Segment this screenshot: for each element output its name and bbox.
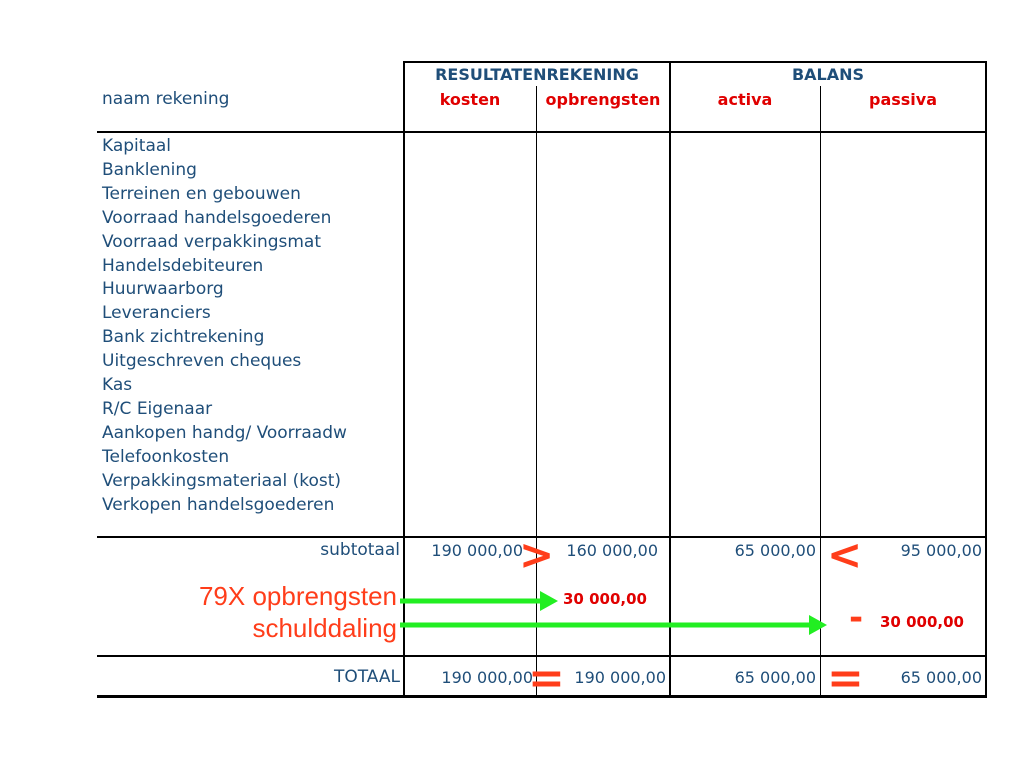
schulddaling-value: 30 000,00 — [880, 613, 964, 631]
opbrengsten-arrow — [400, 591, 558, 611]
account-name: Telefoonkosten — [102, 446, 230, 467]
subtotaal-kosten: 190 000,00 — [431, 541, 523, 560]
subtotaal-label: subtotaal — [320, 540, 400, 560]
account-name: Kapitaal — [102, 136, 172, 156]
kosten-header: kosten — [439, 90, 501, 109]
account-name: Banklening — [102, 159, 197, 180]
schulddaling-arrow-head — [809, 615, 827, 635]
equals-symbol-result: = — [528, 653, 565, 704]
totaal-kosten: 190 000,00 — [441, 668, 533, 687]
opbrengsten-arrow-head — [540, 591, 558, 611]
schulddaling-label: schulddaling — [252, 613, 397, 643]
account-name: Huurwaarborg — [102, 279, 224, 300]
resultatenrekening-header: RESULTATENREKENING — [435, 65, 639, 84]
opbrengsten-adjustment-label: 79X opbrengsten — [198, 581, 397, 611]
subtotaal-activa: 65 000,00 — [734, 541, 816, 560]
account-name: Uitgeschreven cheques — [102, 351, 302, 372]
totaal-passiva: 65 000,00 — [900, 668, 982, 687]
account-name: Bank zichtrekening — [102, 327, 265, 348]
totaal-opbrengsten: 190 000,00 — [574, 668, 666, 687]
account-name: Verpakkingsmateriaal (kost) — [102, 470, 342, 491]
balans-header: BALANS — [791, 65, 865, 84]
account-name: Leveranciers — [102, 303, 211, 324]
totaal-activa: 65 000,00 — [734, 668, 816, 687]
equals-symbol-balans: = — [827, 653, 864, 704]
naam-rekening-header: naam rekening — [102, 89, 230, 109]
account-name: Voorraad handelsgoederen — [102, 207, 332, 228]
schulddaling-arrow — [400, 615, 827, 635]
less-than-symbol: < — [827, 530, 863, 579]
account-name: Handelsdebiteuren — [102, 255, 264, 276]
account-name: Aankopen handg/ Voorraadw — [102, 422, 347, 443]
opbrengsten-header: opbrengsten — [545, 90, 661, 109]
account-name: Terreinen en gebouwen — [102, 183, 301, 204]
totaal-label: TOTAAL — [333, 667, 400, 687]
opbrengsten-adjustment-value: 30 000,00 — [563, 590, 647, 608]
account-name: Voorraad verpakkingsmat — [102, 231, 322, 252]
passiva-header: passiva — [868, 90, 937, 109]
greater-than-symbol: > — [519, 530, 555, 579]
subtotaal-passiva: 95 000,00 — [900, 541, 982, 560]
subtotaal-opbrengsten: 160 000,00 — [566, 541, 658, 560]
minus-sign: - — [849, 598, 864, 638]
account-name: Kas — [102, 375, 133, 396]
account-name: Verkopen handelsgoederen — [102, 494, 335, 515]
activa-header: activa — [717, 90, 773, 109]
account-name: R/C Eigenaar — [102, 398, 213, 419]
